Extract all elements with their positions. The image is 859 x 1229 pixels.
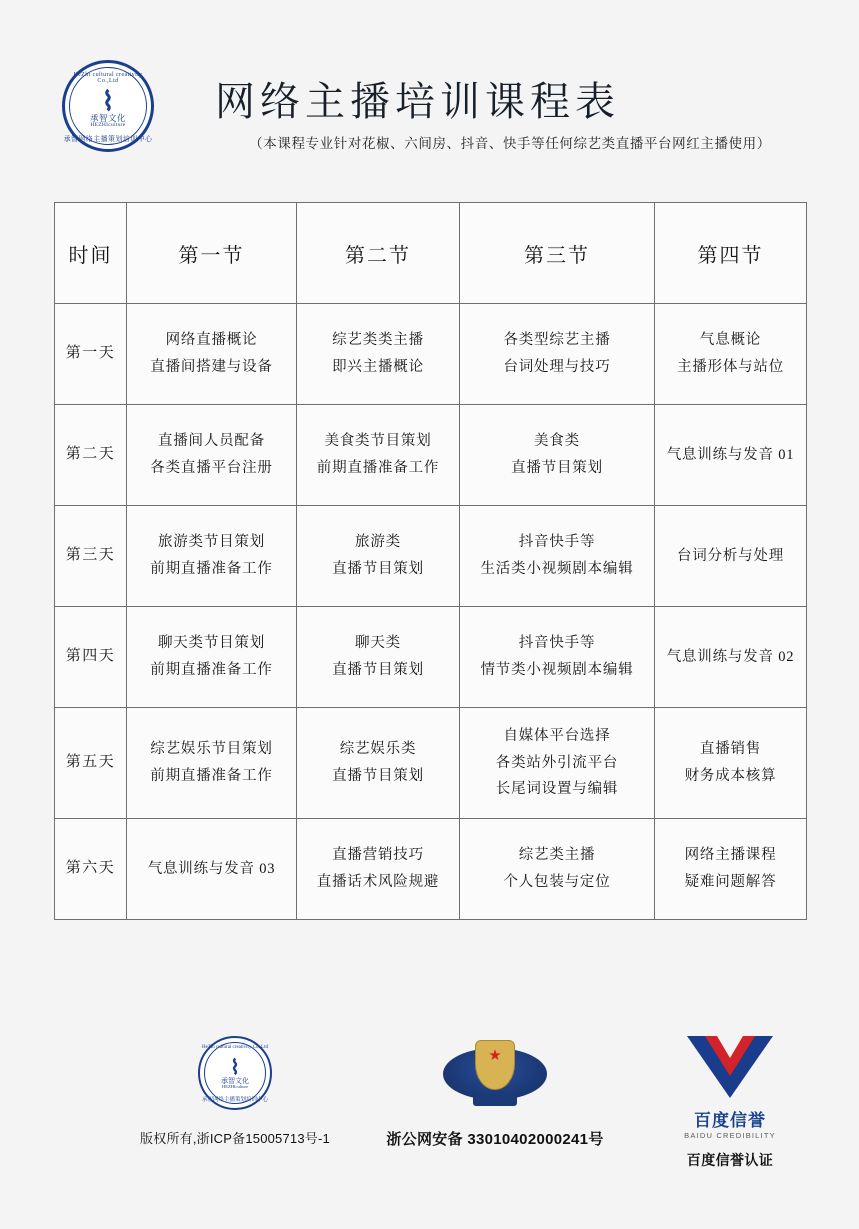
copyright-text: 版权所有,浙ICP备15005713号-1 bbox=[140, 1131, 330, 1146]
cell-day1-period1 bbox=[127, 304, 297, 405]
cell-day1-period2 bbox=[297, 304, 460, 405]
column-header-period-4: 第四节 bbox=[655, 203, 807, 304]
footer-baidu-credibility-block[interactable] bbox=[620, 1036, 840, 1170]
cell-day1-period4 bbox=[655, 304, 807, 405]
seal-company-name-en: HEZHIculture bbox=[222, 1084, 248, 1089]
cell-line: 财务成本核算 bbox=[684, 768, 777, 784]
cell-line: 各类直播平台注册 bbox=[150, 460, 273, 476]
cell-line: 抖音快手等 bbox=[518, 635, 596, 652]
cell-line: 综艺类主播 bbox=[518, 847, 596, 864]
cell-line: 直播节目策划 bbox=[332, 561, 424, 577]
cell-line: 台词处理与技巧 bbox=[503, 359, 611, 375]
cell-line: 聊天类节目策划 bbox=[157, 635, 266, 652]
column-header-period-2: 第二节 bbox=[297, 203, 460, 304]
cell-line: 旅游类节目策划 bbox=[157, 534, 266, 551]
cell-line: 聊天类 bbox=[355, 635, 401, 652]
cell-day3-period1 bbox=[127, 506, 297, 607]
cell-line: 自媒体平台选择 bbox=[503, 727, 611, 744]
row-day-label: 第二天 bbox=[55, 405, 127, 506]
document-header bbox=[0, 52, 859, 162]
cell-day3-period4 bbox=[655, 506, 807, 607]
cell-line: 网络主播课程 bbox=[684, 847, 777, 864]
row-day-label: 第四天 bbox=[55, 607, 127, 708]
cell-line: 前期直播准备工作 bbox=[150, 662, 273, 678]
footer-police-record-block[interactable] bbox=[330, 1032, 660, 1149]
cell-line: 直播间人员配备 bbox=[157, 433, 266, 450]
cell-day5-period1 bbox=[127, 708, 297, 819]
cell-line: 直播节目策划 bbox=[332, 768, 424, 784]
baidu-brand-cn: 百度信誉 bbox=[694, 1111, 766, 1130]
logo-company-name-cn: 承智文化 bbox=[89, 113, 126, 123]
cell-line: 各类站外引流平台 bbox=[495, 754, 619, 771]
table-row bbox=[55, 607, 807, 708]
cell-line: 抖音快手等 bbox=[518, 534, 596, 551]
company-seal-icon bbox=[198, 1036, 272, 1110]
cell-line: 前期直播准备工作 bbox=[150, 768, 273, 784]
baidu-brand-en: BAIDU CREDIBILITY bbox=[684, 1131, 776, 1140]
seal-arc-top-text: HeZhi cultural creativity Co.,Ltd bbox=[202, 1045, 268, 1050]
logo-arc-top-text: HeZhi cultural creativity Co.,Ltd bbox=[73, 72, 143, 84]
cell-line: 直播节目策划 bbox=[332, 662, 424, 678]
cell-line: 美食类 bbox=[534, 433, 580, 450]
cell-line: 直播间搭建与设备 bbox=[150, 359, 273, 375]
logo-arc-bottom-text: 承智网络主播策划培训中心 bbox=[63, 135, 153, 143]
cell-day4-period1 bbox=[127, 607, 297, 708]
cell-line: 长尾词设置与编辑 bbox=[495, 781, 619, 798]
cell-day6-period3 bbox=[460, 819, 655, 920]
table-row bbox=[55, 405, 807, 506]
cell-day6-period4 bbox=[655, 819, 807, 920]
cell-line: 直播话术风险规避 bbox=[316, 874, 440, 890]
page-subtitle: （本课程专业针对花椒、六间房、抖音、快手等任何综艺类直播平台网红主播使用） bbox=[249, 136, 771, 151]
cell-line: 主播形体与站位 bbox=[676, 359, 785, 375]
cell-day4-period2 bbox=[297, 607, 460, 708]
wave-icon: ⌇ bbox=[101, 87, 115, 116]
cell-line: 综艺娱乐类 bbox=[339, 741, 417, 758]
company-logo bbox=[62, 60, 154, 152]
cell-line: 直播节目策划 bbox=[511, 460, 603, 476]
logo-company-name-en: HEZHIculture bbox=[90, 122, 126, 128]
cell-line: 台词分析与处理 bbox=[676, 547, 785, 564]
emblem-base bbox=[473, 1094, 517, 1106]
table-row bbox=[55, 708, 807, 819]
table-header-row bbox=[55, 203, 807, 304]
cell-day5-period3 bbox=[460, 708, 655, 819]
schedule-table bbox=[54, 202, 807, 920]
column-header-period-1: 第一节 bbox=[127, 203, 297, 304]
document-footer bbox=[0, 1024, 859, 1229]
baidu-v-logo-icon bbox=[687, 1036, 773, 1102]
cell-line: 前期直播准备工作 bbox=[150, 561, 273, 577]
cell-line: 气息训练与发音 01 bbox=[666, 446, 795, 463]
cell-line: 气息训练与发音 02 bbox=[666, 648, 795, 665]
cell-day2-period3 bbox=[460, 405, 655, 506]
column-header-time: 时间 bbox=[55, 203, 127, 304]
page-title: 网络主播培训课程表 bbox=[215, 79, 620, 125]
cell-line: 气息概论 bbox=[699, 332, 762, 349]
row-day-label: 第六天 bbox=[55, 819, 127, 920]
cell-line: 各类型综艺主播 bbox=[503, 332, 611, 349]
cell-day4-period4 bbox=[655, 607, 807, 708]
cell-line: 综艺娱乐节目策划 bbox=[150, 741, 273, 758]
police-emblem-icon bbox=[443, 1032, 547, 1114]
schedule-table-wrapper bbox=[54, 202, 806, 920]
cell-line: 情节类小视频剧本编辑 bbox=[480, 662, 634, 678]
cell-line: 气息训练与发音 03 bbox=[147, 860, 276, 877]
baidu-certification-text[interactable]: 百度信誉认证 bbox=[686, 1152, 774, 1168]
row-day-label: 第三天 bbox=[55, 506, 127, 607]
cell-day4-period3 bbox=[460, 607, 655, 708]
seal-company-name-cn: 承智文化 bbox=[221, 1077, 249, 1085]
cell-day2-period4 bbox=[655, 405, 807, 506]
police-record-text[interactable]: 浙公网安备 33010402000241号 bbox=[386, 1131, 604, 1148]
v-inner-white bbox=[717, 1036, 743, 1058]
table-row bbox=[55, 506, 807, 607]
cell-day3-period2 bbox=[297, 506, 460, 607]
cell-day2-period1 bbox=[127, 405, 297, 506]
seal-arc-bottom-text: 承智网络主播策划培训中心 bbox=[201, 1097, 268, 1103]
wave-icon: ⌇ bbox=[230, 1057, 240, 1079]
cell-line: 即兴主播概论 bbox=[332, 359, 424, 375]
cell-line: 直播销售 bbox=[699, 741, 762, 758]
cell-day6-period1 bbox=[127, 819, 297, 920]
cell-line: 综艺类类主播 bbox=[332, 332, 424, 349]
cell-line: 美食类节目策划 bbox=[324, 433, 432, 450]
column-header-period-3: 第三节 bbox=[460, 203, 655, 304]
cell-day5-period4 bbox=[655, 708, 807, 819]
cell-day5-period2 bbox=[297, 708, 460, 819]
table-row bbox=[55, 304, 807, 405]
cell-line: 疑难问题解答 bbox=[684, 874, 777, 890]
cell-line: 网络直播概论 bbox=[165, 332, 258, 349]
cell-day1-period3 bbox=[460, 304, 655, 405]
cell-line: 个人包装与定位 bbox=[503, 874, 611, 890]
table-row bbox=[55, 819, 807, 920]
row-day-label: 第一天 bbox=[55, 304, 127, 405]
cell-line: 直播营销技巧 bbox=[332, 847, 424, 864]
cell-day2-period2 bbox=[297, 405, 460, 506]
cell-line: 前期直播准备工作 bbox=[316, 460, 440, 476]
row-day-label: 第五天 bbox=[55, 708, 127, 819]
star-icon: ★ bbox=[488, 1048, 502, 1064]
cell-line: 旅游类 bbox=[355, 534, 401, 551]
cell-line: 生活类小视频剧本编辑 bbox=[480, 561, 634, 577]
cell-day3-period3 bbox=[460, 506, 655, 607]
cell-day6-period2 bbox=[297, 819, 460, 920]
